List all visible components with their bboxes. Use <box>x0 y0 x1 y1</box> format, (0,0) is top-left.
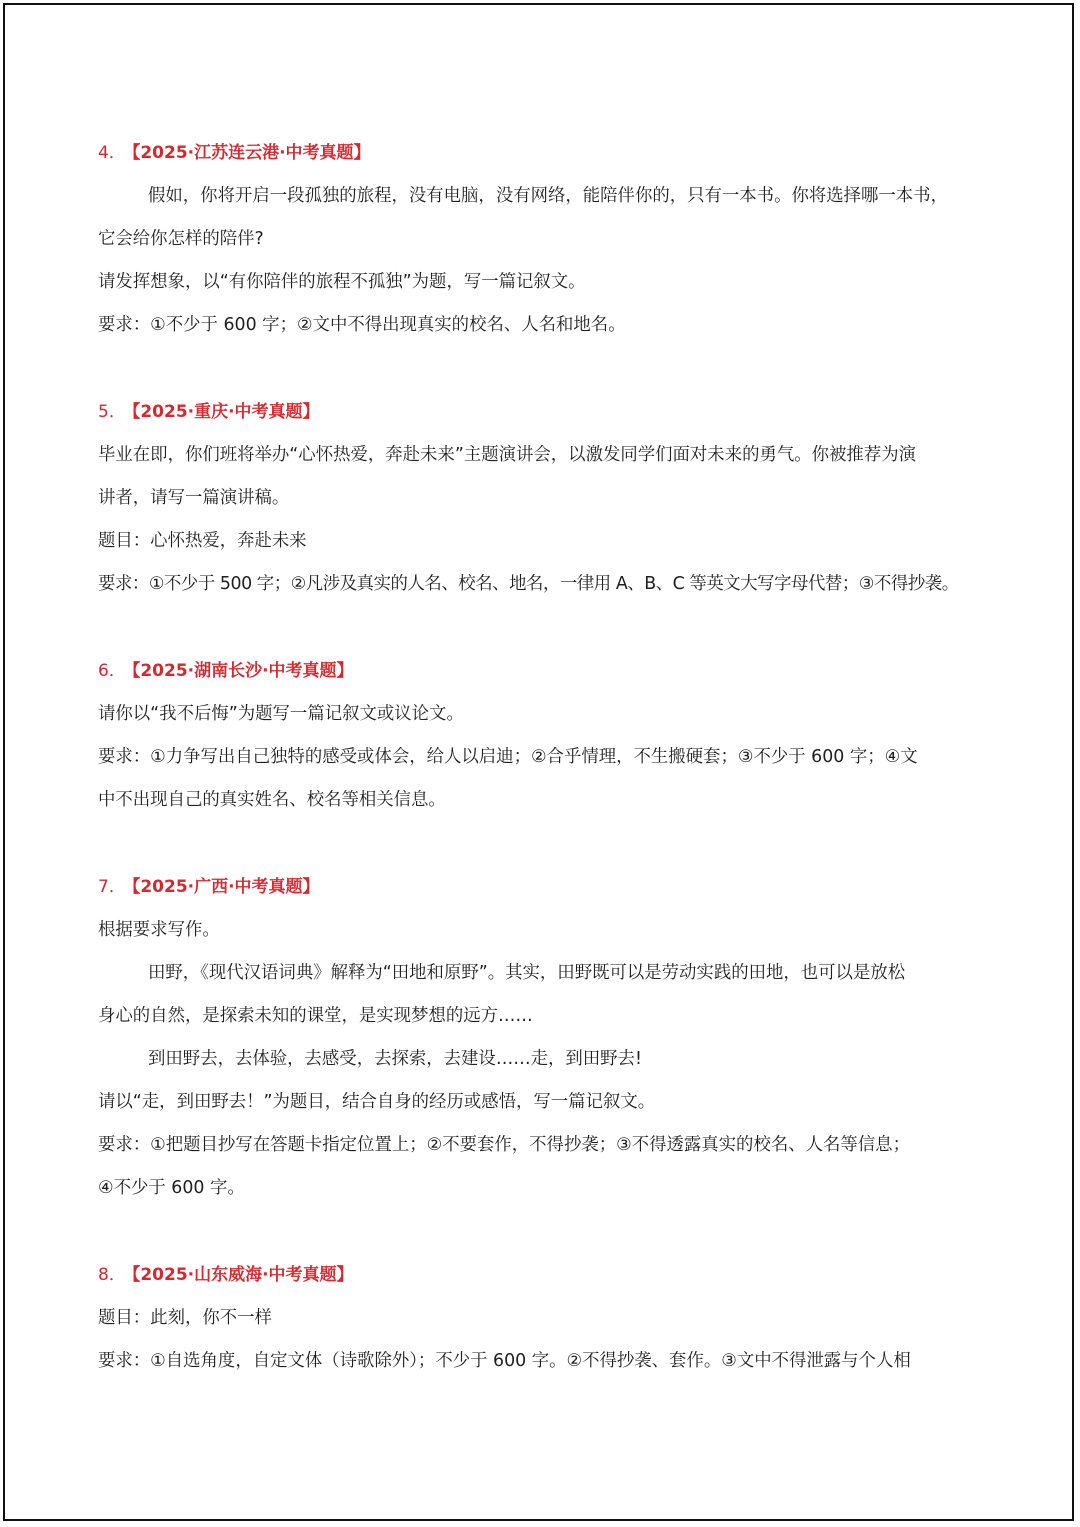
question-topic: 题目：此刻，你不一样 <box>98 1308 272 1328</box>
question-text-line: 根据要求写作。 <box>98 920 220 940</box>
question-source: 【2025·山东威海·中考真题】 <box>131 1265 354 1285</box>
question-6 <box>98 650 998 822</box>
question-5 <box>98 391 998 606</box>
question-requirements: 要求：①自选角度，自定文体（诗歌除外）；不少于 600 字。②不得抄袭、套作。③文中不得泄露与个人相 <box>98 1351 911 1371</box>
question-text-line: 假如，你将开启一段孤独的旅程，没有电脑，没有网络，能陪伴你的，只有一本书。你将选择哪一本书， <box>148 186 948 206</box>
question-text-line: 田野，《现代汉语词典》解释为“田地和原野”。其实，田野既可以是劳动实践的田地，也可以是放松 <box>148 963 906 983</box>
question-requirements: 要求：①不少于 500 字；②凡涉及真实的人名、校名、地名，一律用 A、B、C 等英文大写字母代替；③不得抄袭。 <box>98 574 959 594</box>
question-heading <box>98 391 998 434</box>
question-prompt: 请你以“我不后悔”为题写一篇记叙文或议论文。 <box>98 704 464 724</box>
question-source: 【2025·广西·中考真题】 <box>131 877 320 897</box>
question-heading <box>98 650 998 693</box>
question-prompt: 请以“走，到田野去！”为题目，结合自身的经历或感悟，写一篇记叙文。 <box>98 1092 656 1112</box>
document-body <box>98 132 998 1383</box>
question-text-line: 中不出现自己的真实姓名、校名等相关信息。 <box>98 790 446 810</box>
question-text-line: ④不少于 600 字。 <box>98 1178 245 1198</box>
question-8 <box>98 1254 998 1383</box>
question-number: 5． <box>98 402 126 422</box>
question-7 <box>98 866 998 1210</box>
question-topic: 题目：心怀热爱，奔赴未来 <box>98 531 307 551</box>
question-requirements: 要求：①不少于 600 字；②文中不得出现真实的校名、人名和地名。 <box>98 315 626 335</box>
question-source: 【2025·湖南长沙·中考真题】 <box>131 661 354 681</box>
question-heading <box>98 1254 998 1297</box>
question-4 <box>98 132 998 347</box>
question-number: 8． <box>98 1265 126 1285</box>
question-source: 【2025·江苏连云港·中考真题】 <box>131 143 371 163</box>
question-number: 7． <box>98 877 126 897</box>
question-text-line: 它会给你怎样的陪伴? <box>98 229 264 249</box>
question-source: 【2025·重庆·中考真题】 <box>131 402 320 422</box>
question-text-line: 毕业在即，你们班将举办“心怀热爱，奔赴未来”主题演讲会，以激发同学们面对未来的勇气。你被推荐为演 <box>98 445 916 465</box>
question-heading <box>98 866 998 909</box>
question-number: 6． <box>98 661 126 681</box>
question-text-line: 到田野去，去体验，去感受，去探索，去建设……走，到田野去! <box>148 1049 642 1069</box>
question-prompt: 请发挥想象，以“有你陪伴的旅程不孤独”为题，写一篇记叙文。 <box>98 272 586 292</box>
question-heading <box>98 132 998 175</box>
question-requirements: 要求：①把题目抄写在答题卡指定位置上；②不要套作，不得抄袭；③不得透露真实的校名、人名等信息； <box>98 1135 910 1155</box>
question-requirements: 要求：①力争写出自己独特的感受或体会，给人以启迪；②合乎情理，不生搬硬套；③不少于 600 字；④文 <box>98 747 918 767</box>
question-text-line: 身心的自然，是探索未知的课堂，是实现梦想的远方…… <box>98 1006 533 1026</box>
question-number: 4． <box>98 143 126 163</box>
question-text-line: 讲者，请写一篇演讲稿。 <box>98 488 290 508</box>
